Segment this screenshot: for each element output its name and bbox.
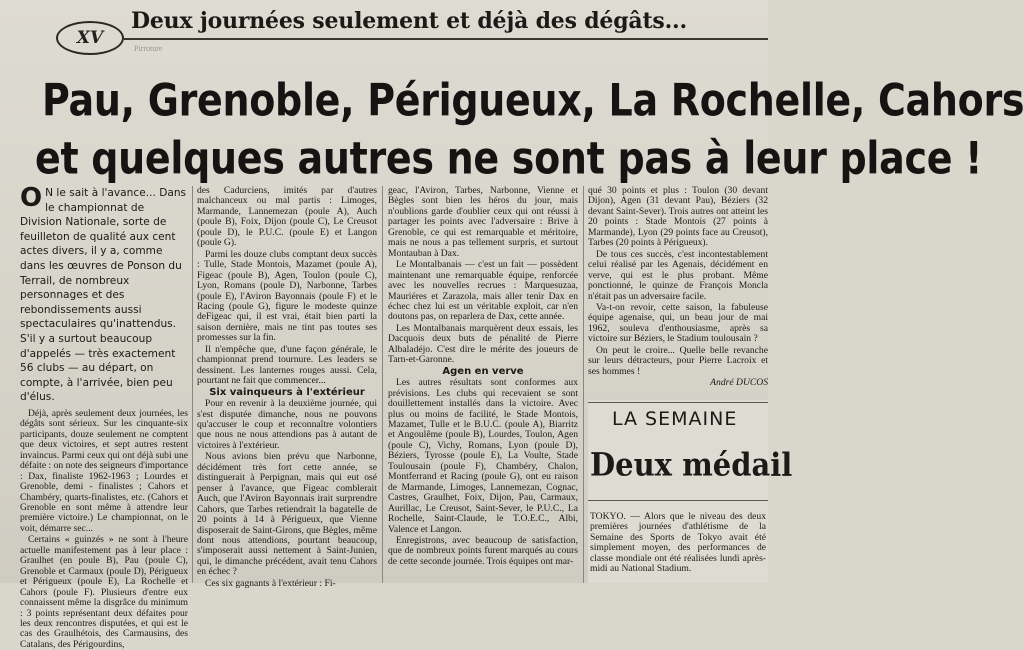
subheading: Six vainqueurs à l'extérieur xyxy=(209,386,365,398)
column-rule xyxy=(583,186,584,583)
ghost-text: Pirroture xyxy=(134,44,163,53)
paragraph: geac, l'Aviron, Tarbes, Narbonne, Vienne et Bègles sont bien les héros du jour, mais n'oublions garde d'oublier ceux qui ont réussi à partager les points avec l'adversaire : Brive à Grenoble, ce qui est remarquable et méritoire, mais ne nous a pas tellement surpris, et surtout Montauban à Dax. xyxy=(388,185,578,259)
article-column-4 xyxy=(588,186,768,398)
inset-section-label: LA SEMAINE xyxy=(612,408,738,430)
inset-headline: Deux médail xyxy=(590,446,793,484)
column-rule xyxy=(192,186,193,583)
header-band xyxy=(0,0,768,52)
article-column-3 xyxy=(388,186,578,583)
paragraph: Parmi les douze clubs comptant deux succès : Tulle, Stade Montois, Mazamet (poule A), Figeac (poule B), Agen, Toulon (poule C), Lyon, Romans (poule D), Narbonne, Tarbes (poule E), l'Aviron Bayonnais (poule F) et le Racing (poule G), figure le modeste quinze deFigeac qui, il est vrai, était bien parti la saison dernière, mais ne tint pas toutes ses promesses sur la fin. xyxy=(197,248,377,344)
paragraph: Enregistrons, avec beaucoup de satisfaction, que de nombreux points furent marqués au cours de cette seconde journée. Trois équipes ont mar- xyxy=(388,534,578,567)
paragraph: On peut le croire... Quelle belle revanche sur leurs détracteurs, pour Pierre Lacroix et ses hommes ! xyxy=(588,344,768,377)
lead-text: N le sait à l'avance... Dans le championnat de Division Nationale, sorte de feuilleton de qualité aux cent actes divers, il y a, comme dans les œuvres de Ponson du Terrail, de nombreux personnages et des rebondissements aussi spectaculaires qu'inattendus. S'il y a surtout beaucoup d'appelés — très exactement 56 clubs — au départ, on compte, à l'arrivée, bien peu d'élus. xyxy=(20,187,187,404)
paragraph: Il n'empêche que, d'une façon générale, le championnat prend tournure. Les leaders se dessinent. Les lanternes rouges aussi. Cela, pourtant ne fait que commencer... xyxy=(197,343,377,387)
inset-rule xyxy=(588,402,768,403)
inset-rule xyxy=(588,500,768,501)
paragraph: Pour en revenir à la deuxième journée, qui s'est disputée dimanche, nous ne pouvons qu'accuser le coup et reconnaître volontiers que nous ne nous attendions pas à autant de victoires à l'extérieur. xyxy=(197,398,377,451)
paragraph: Déjà, après seulement deux journées, les dégâts sont sérieux. Sur les cinquante-six participants, douze seulement ne comptent que deux victoires, et sept autres restent invaincus. Parmi ceux qui ont déjà subi une défaite : on note des seigneurs d'importance : Dax, finaliste 1962-1963 ; Lourdes et Grenoble, demi - finalistes ; Cahors et Chambéry, quarts-finalistes, etc. (Cahors et Grenoble en sont même à attendre leur première victoire.) Le championnat, on le voit, démarre sec... xyxy=(20,407,188,534)
paragraph: qué 30 points et plus : Toulon (30 devant Dijon), Agen (31 devant Pau), Béziers (32 devant Saint-Sever). Trois autres ont atteint les 20 points : Stade Montois (27 points à Marmande), Lyon (29 points face au Creusot), Tarbes (20 points à Périgueux). xyxy=(588,185,768,249)
inset-text: TOKYO. — Alors que le niveau des deux premières journées d'athlétisme de la Semaine des Sports de Tokyo avait été simplement moyen, des performances de classe mondiale ont été réalisées lundi après-midi au National Stadium. xyxy=(590,511,766,575)
paragraph: De tous ces succès, c'est incontestablement celui réalisé par les Agenais, décidément en verve, qui est le plus probant. Même ponctionné, le quinze de François Moncla n'était pas un adversaire facile. xyxy=(588,248,768,302)
column-rule xyxy=(382,186,383,583)
article-column-1 xyxy=(20,183,188,650)
headline-line-1: Pau, Grenoble, Périgueux, La Rochelle, Cahors xyxy=(42,74,1024,126)
byline-signature: André DUCOS xyxy=(710,377,768,389)
kicker-rule xyxy=(124,38,768,40)
paragraph: Les autres résultats sont conformes aux prévisions. Les clubs qui recevaient se sont douillettement installés dans la victoire. Avec plus ou moins de facilité, le Stade Montois, Mazamet, Tulle et le B.U.C. (poule A), Biarritz et Angoulême (poule B), Lourdes, Toulon, Agen (poule C), Vichy, Romans, Lyon (poule D), Béziers, Tyrosse (poule E), La Voulte, Stade Toulousain (poule F), Chambéry, Chalon, Montferrand et Racing (poule G), ont eu raison de Marmande, Limoges, Lannemezan, Cognac, Castres, Graulhet, Foix, Dijon, Pau, Carmaux, Aurillac, Le Creusot, Saint-Sever, le P.U.C., La Rochelle, Saint-Claude, le T.O.E.C., Albi, Valence et Langon. xyxy=(388,377,578,535)
paragraph: Va-t-on revoir, cette saison, la fabuleuse équipe agenaise, qui, un beau jour de mai 1962, souleva d'enthousiasme, après sa victoire sur Béziers, le Stadium toulousain ? xyxy=(588,301,768,345)
paragraph: Certains « guinzés » ne sont à l'heure actuelle manifestement pas à leur place : Graulhet (en poule B), Pau (poule C), Grenoble et Carmaux (poule D), Périgueux et Périgueux (poule E), La Rochelle et Cahors (poule F). Plusieurs d'entre eux connaissent même la disgrâce du minimum : 3 points représentant deux défaites pour les deux rencontres disputées, et qui est le cas des Graulhétois, des Carmausins, des Catalans, des Périgourdins, xyxy=(20,534,188,650)
kicker-headline: Deux journées seulement et déjà des dégâts... xyxy=(131,8,687,34)
paragraph: des Cadurciens, imités par d'autres malchanceux ou mal partis : Limoges, Marmande, Lannemezan (poule A), Auch (poule B), Foix, Dijon (poule C), Le Creusot (poule D), le P.U.C. (poule E) et Langon (poule G). xyxy=(197,185,377,249)
paragraph: Les Montalbanais marquèrent deux essais, les Dacquois deux buts de pénalité de Pierre Albaladéjo. C'est dire le mérite des joueurs de Tarn-et-Garonne. xyxy=(388,322,578,366)
lead-paragraph xyxy=(20,183,188,405)
paragraph: Nous avions bien prévu que Narbonne, décidément très fort cette année, se distinguerait à Perpignan, mais qui eut osé penser à l'avance, que Figeac comblerait Auch, que l'Aviron Bayonnais irait surprendre Cahors, que Tarbes retiendrait la bagatelle de 20 points à 14 à Périgueux, que Vienne disposerait de Saint-Girons, que Bègles, même dont nous attendions, pourtant beaucoup, s'imposerait aussi nettement à Saint-Junien, qui, le dimanche précédent, avait tenu Cahors en échec ? xyxy=(197,451,377,578)
section-badge: XV xyxy=(56,21,124,55)
drop-cap: O xyxy=(20,183,43,213)
paragraph: Le Montalbanais — c'est un fait — possèdent maintenant une remarquable équipe, renforcée avec les nouvelles recrues : Marquesuzaa, Mauriéres et Zarazola, mais aller tenir Dax en échec chez lui est un véritable exploit, car n'en doutons pas, on reparlera de Dax, cette année. xyxy=(388,259,578,323)
article-column-2 xyxy=(197,185,377,589)
subheading: Agen en verve xyxy=(442,365,524,377)
headline-line-2: et quelques autres ne sont pas à leur place ! xyxy=(35,132,983,184)
paragraph: Ces six gagnants à l'extérieur : Fi- xyxy=(205,577,336,589)
